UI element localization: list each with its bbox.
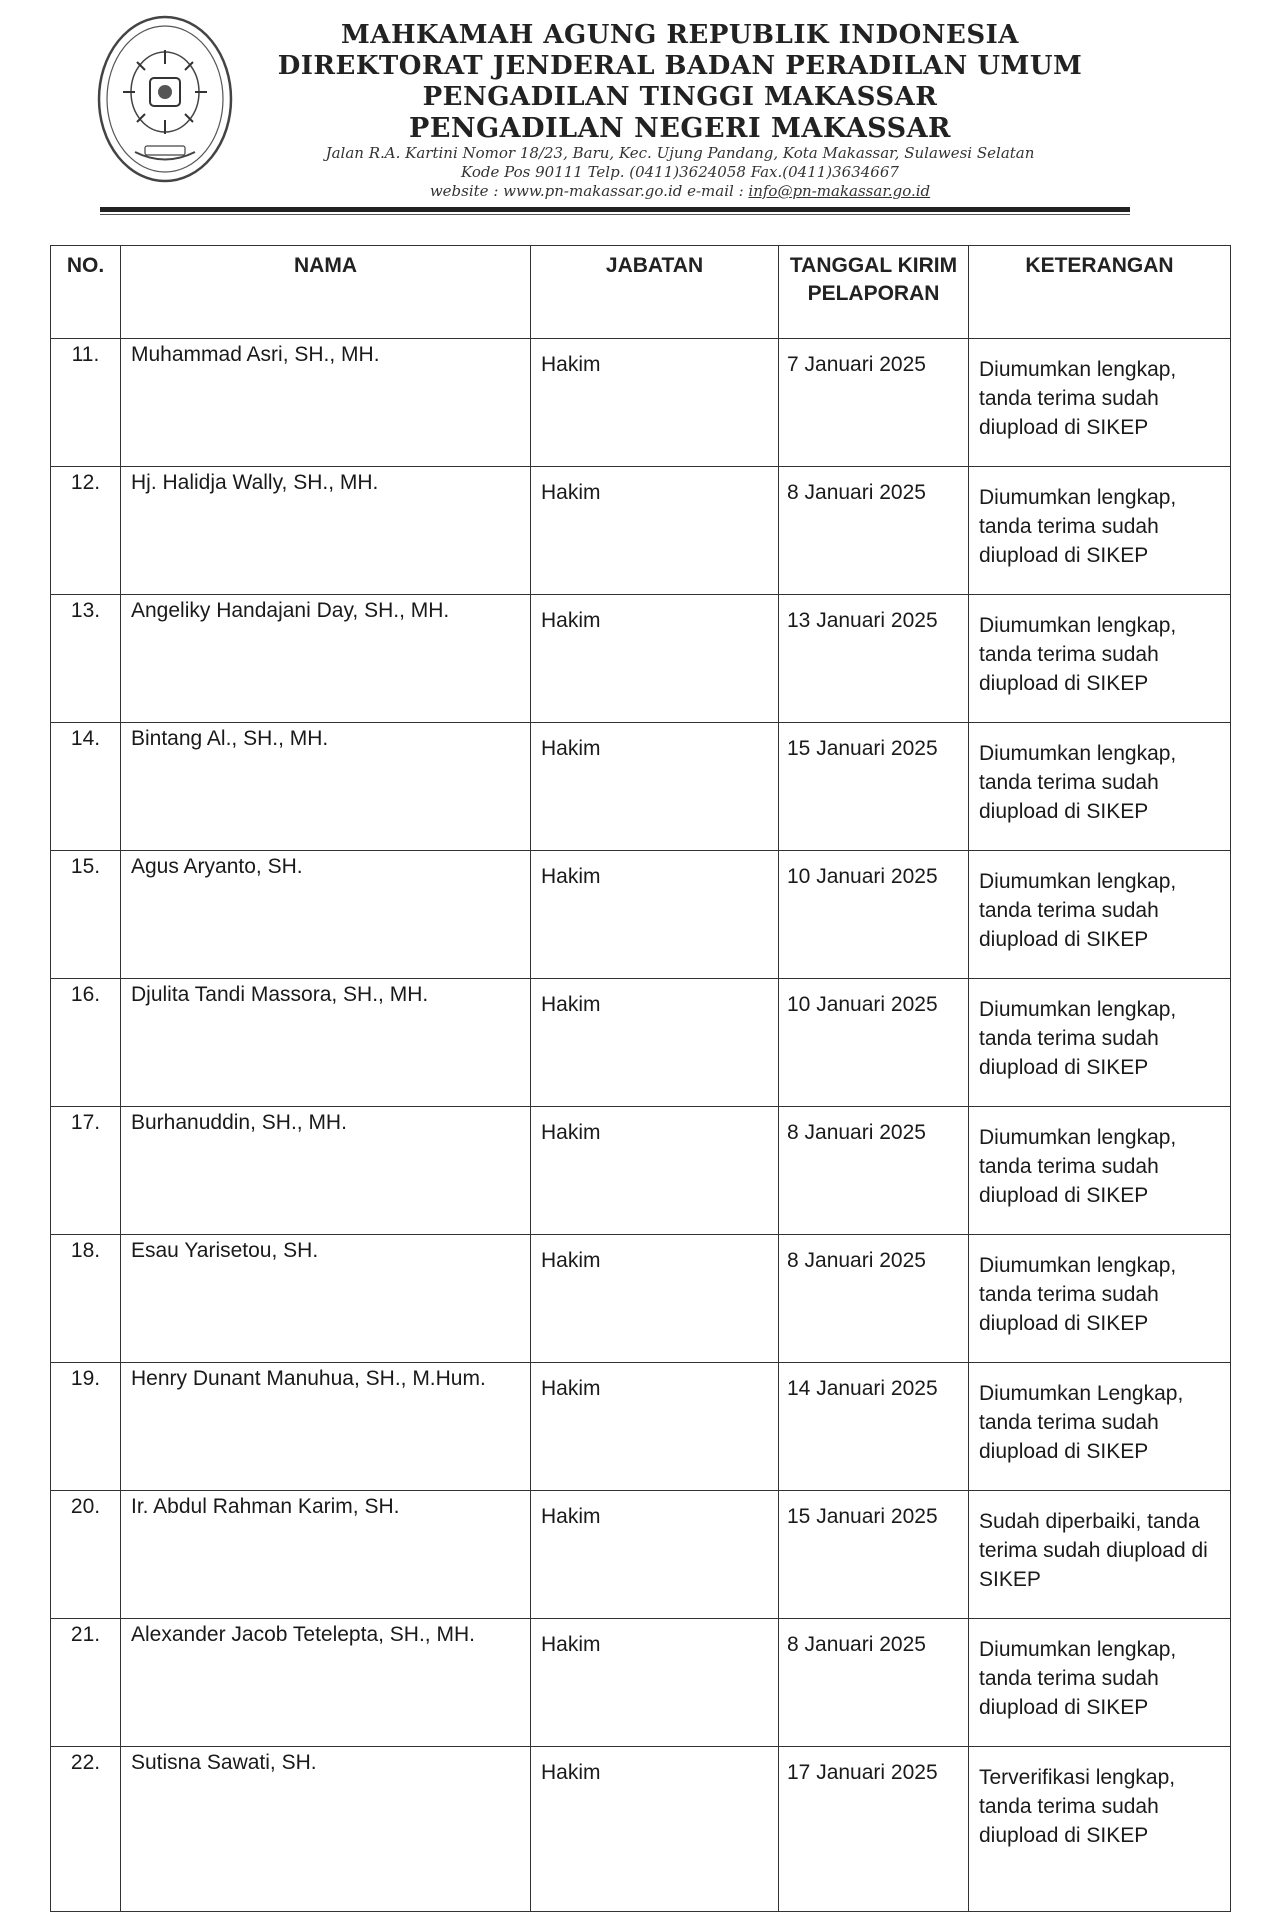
cell-nama: Sutisna Sawati, SH. — [121, 1747, 531, 1912]
cell-tanggal: 15 Januari 2025 — [779, 723, 969, 851]
table-header-row — [51, 246, 1231, 339]
cell-nama: Burhanuddin, SH., MH. — [121, 1107, 531, 1235]
header-jabatan: JABATAN — [531, 246, 779, 339]
cell-no: 11. — [51, 339, 121, 467]
cell-tanggal: 10 Januari 2025 — [779, 979, 969, 1107]
cell-keterangan: Sudah diperbaiki, tanda terima sudah diupload di SIKEP — [969, 1491, 1231, 1619]
contact-line — [270, 182, 1090, 201]
cell-no: 17. — [51, 1107, 121, 1235]
cell-jabatan: Hakim — [531, 595, 779, 723]
cell-no: 21. — [51, 1619, 121, 1747]
cell-keterangan: Diumumkan Lengkap, tanda terima sudah diupload di SIKEP — [969, 1363, 1231, 1491]
cell-keterangan: Diumumkan lengkap, tanda terima sudah diupload di SIKEP — [969, 1235, 1231, 1363]
cell-nama: Alexander Jacob Tetelepta, SH., MH. — [121, 1619, 531, 1747]
cell-nama: Henry Dunant Manuhua, SH., M.Hum. — [121, 1363, 531, 1491]
table-row — [51, 1235, 1231, 1363]
website-label: website : www.pn-makassar.go.id e-mail : — [429, 182, 749, 200]
cell-keterangan: Terverifikasi lengkap, tanda terima sudah diupload di SIKEP — [969, 1747, 1231, 1912]
cell-keterangan: Diumumkan lengkap, tanda terima sudah diupload di SIKEP — [969, 1107, 1231, 1235]
email-link[interactable]: info@pn-makassar.go.id — [748, 182, 931, 200]
table-row — [51, 339, 1231, 467]
table-row — [51, 595, 1231, 723]
cell-keterangan: Diumumkan lengkap, tanda terima sudah diupload di SIKEP — [969, 1619, 1231, 1747]
table-row — [51, 851, 1231, 979]
address-line: Jalan R.A. Kartini Nomor 18/23, Baru, Kec. Ujung Pandang, Kota Makassar, Sulawesi Selatan — [325, 144, 1035, 162]
cell-keterangan: Diumumkan lengkap, tanda terima sudah diupload di SIKEP — [969, 467, 1231, 595]
cell-jabatan: Hakim — [531, 723, 779, 851]
table-row — [51, 979, 1231, 1107]
cell-tanggal: 7 Januari 2025 — [779, 339, 969, 467]
cell-tanggal: 8 Januari 2025 — [779, 1107, 969, 1235]
cell-tanggal: 15 Januari 2025 — [779, 1491, 969, 1619]
cell-keterangan: Diumumkan lengkap, tanda terima sudah diupload di SIKEP — [969, 339, 1231, 467]
cell-tanggal: 10 Januari 2025 — [779, 851, 969, 979]
cell-jabatan: Hakim — [531, 1235, 779, 1363]
cell-no: 19. — [51, 1363, 121, 1491]
cell-no: 20. — [51, 1491, 121, 1619]
cell-jabatan: Hakim — [531, 979, 779, 1107]
cell-tanggal: 13 Januari 2025 — [779, 595, 969, 723]
cell-jabatan: Hakim — [531, 467, 779, 595]
agency-line-4: PENGADILAN NEGERI MAKASSAR — [409, 113, 951, 144]
agency-line-2: DIREKTORAT JENDERAL BADAN PERADILAN UMUM — [277, 51, 1083, 81]
cell-tanggal: 17 Januari 2025 — [779, 1747, 969, 1912]
cell-keterangan: Diumumkan lengkap, tanda terima sudah diupload di SIKEP — [969, 979, 1231, 1107]
cell-tanggal: 8 Januari 2025 — [779, 467, 969, 595]
agency-line-3: PENGADILAN TINGGI MAKASSAR — [422, 82, 938, 112]
table-row — [51, 723, 1231, 851]
cell-jabatan: Hakim — [531, 1747, 779, 1912]
header-keterangan: KETERANGAN — [969, 246, 1231, 339]
cell-tanggal: 8 Januari 2025 — [779, 1235, 969, 1363]
cell-tanggal: 8 Januari 2025 — [779, 1619, 969, 1747]
letterhead — [0, 0, 1275, 240]
table-row — [51, 1107, 1231, 1235]
letterhead-text — [270, 20, 1090, 201]
cell-keterangan: Diumumkan lengkap, tanda terima sudah diupload di SIKEP — [969, 595, 1231, 723]
cell-keterangan: Diumumkan lengkap, tanda terima sudah diupload di SIKEP — [969, 723, 1231, 851]
cell-jabatan: Hakim — [531, 1107, 779, 1235]
report-table — [50, 245, 1231, 1912]
cell-no: 13. — [51, 595, 121, 723]
cell-no: 16. — [51, 979, 121, 1107]
table-row — [51, 467, 1231, 595]
cell-nama: Angeliky Handajani Day, SH., MH. — [121, 595, 531, 723]
cell-keterangan: Diumumkan lengkap, tanda terima sudah diupload di SIKEP — [969, 851, 1231, 979]
court-seal-icon — [95, 12, 235, 187]
cell-tanggal: 14 Januari 2025 — [779, 1363, 969, 1491]
cell-no: 14. — [51, 723, 121, 851]
cell-jabatan: Hakim — [531, 1491, 779, 1619]
cell-nama: Agus Aryanto, SH. — [121, 851, 531, 979]
header-no: NO. — [51, 246, 121, 339]
table-row — [51, 1491, 1231, 1619]
letterhead-rule — [100, 207, 1130, 212]
header-tanggal: TANGGAL KIRIM PELAPORAN — [779, 246, 969, 339]
cell-nama: Muhammad Asri, SH., MH. — [121, 339, 531, 467]
cell-nama: Esau Yarisetou, SH. — [121, 1235, 531, 1363]
letterhead-rule-thin — [100, 214, 1130, 215]
cell-jabatan: Hakim — [531, 851, 779, 979]
cell-no: 12. — [51, 467, 121, 595]
header-nama: NAMA — [121, 246, 531, 339]
cell-jabatan: Hakim — [531, 1619, 779, 1747]
cell-jabatan: Hakim — [531, 1363, 779, 1491]
table-row — [51, 1363, 1231, 1491]
cell-no: 18. — [51, 1235, 121, 1363]
table-row — [51, 1747, 1231, 1912]
postal-line: Kode Pos 90111 Telp. (0411)3624058 Fax.(0411)3634667 — [461, 163, 899, 181]
cell-no: 22. — [51, 1747, 121, 1912]
agency-line-1: MAHKAMAH AGUNG REPUBLIK INDONESIA — [341, 20, 1019, 50]
cell-no: 15. — [51, 851, 121, 979]
cell-nama: Ir. Abdul Rahman Karim, SH. — [121, 1491, 531, 1619]
cell-jabatan: Hakim — [531, 339, 779, 467]
cell-nama: Bintang Al., SH., MH. — [121, 723, 531, 851]
cell-nama: Djulita Tandi Massora, SH., MH. — [121, 979, 531, 1107]
cell-nama: Hj. Halidja Wally, SH., MH. — [121, 467, 531, 595]
table-row — [51, 1619, 1231, 1747]
